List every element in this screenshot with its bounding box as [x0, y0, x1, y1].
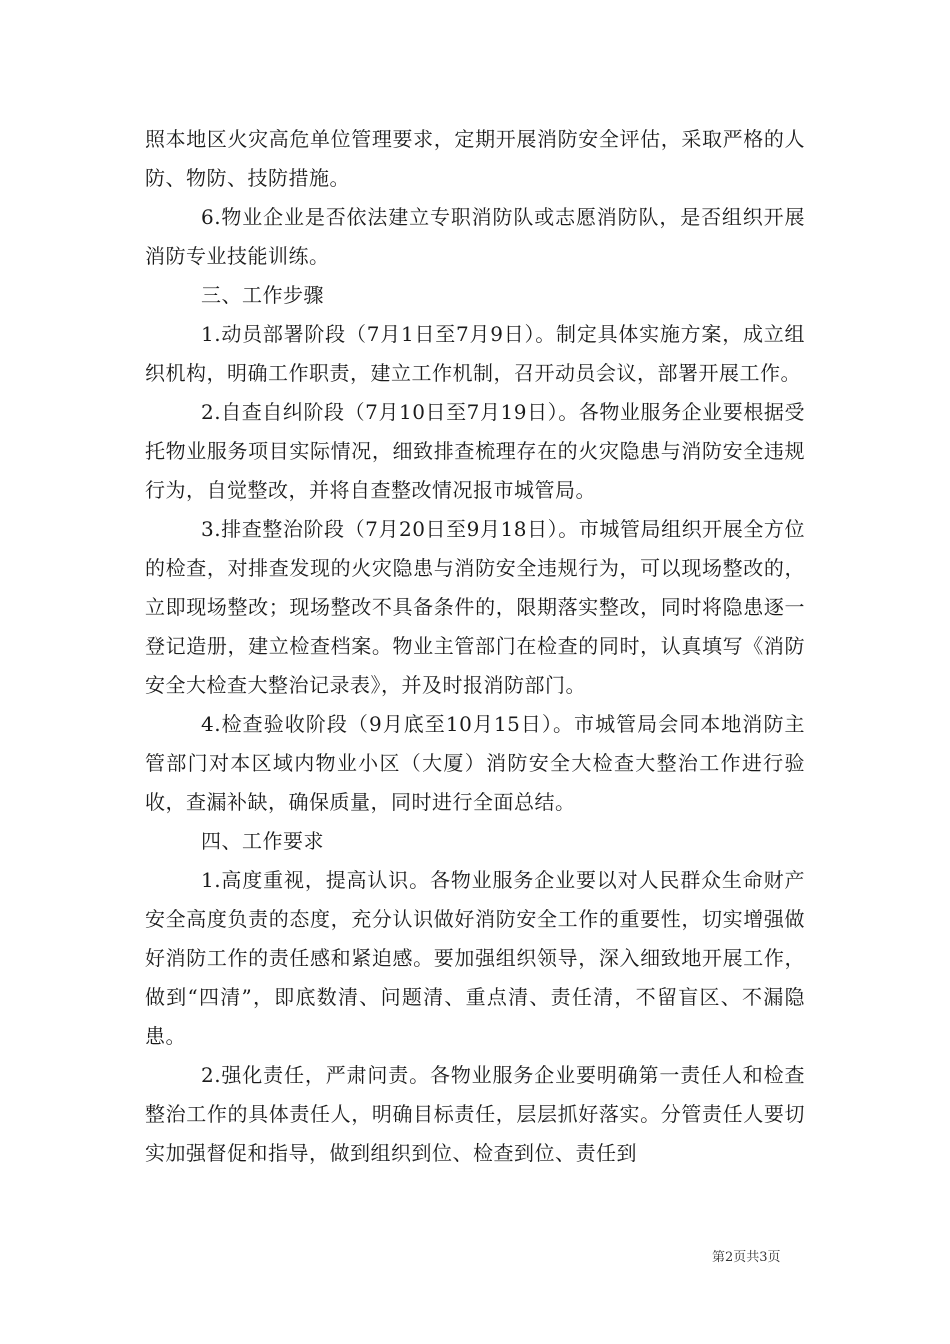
- section-heading-work-requirements: 四、工作要求: [201, 829, 324, 853]
- paragraph-step-1: 1.动员部署阶段（7月1日至7月9日）。制定具体实施方案，成立组织机构，明确工作职责，建立工作机制，召开动员会议，部署开展工作。: [145, 322, 805, 385]
- paragraph-step-2: 2.自查自纠阶段（7月10日至7月19日）。各物业服务企业要根据受托物业服务项目实际情况，细致排查梳理存在的火灾隐患与消防安全违规行为，自觉整改，并将自查整改情况报市城管局。: [145, 400, 805, 502]
- document-body: [145, 120, 805, 1173]
- paragraph-step-4: 4.检查验收阶段（9月底至10月15日）。市城管局会同本地消防主管部门对本区域内物业小区（大厦）消防安全大检查大整治工作进行验收，查漏补缺，确保质量，同时进行全面总结。: [145, 712, 805, 814]
- paragraph-step-3: 3.排查整治阶段（7月20日至9月18日）。市城管局组织开展全方位的检查，对排查发现的火灾隐患与消防安全违规行为，可以现场整改的，立即现场整改；现场整改不具备条件的，限期落实整改，同时将隐患逐一登记造册，建立检查档案。物业主管部门在检查的同时，认真填写《消防安全大检查大整治记录表》，并及时报消防部门。: [145, 517, 805, 697]
- paragraph-2: 6.物业企业是否依法建立专职消防队或志愿消防队，是否组织开展消防专业技能训练。: [145, 205, 805, 268]
- paragraph-1: 照本地区火灾高危单位管理要求，定期开展消防安全评估，采取严格的人防、物防、技防措施。: [145, 127, 805, 190]
- paragraph-requirement-1: 1.高度重视，提高认识。各物业服务企业要以对人民群众生命财产安全高度负责的态度，充分认识做好消防安全工作的重要性，切实增强做好消防工作的责任感和紧迫感。要加强组织领导，深入细致地开展工作，做到“四清”，即底数清、问题清、重点清、责任清，不留盲区、不漏隐患。: [145, 868, 805, 1048]
- section-heading-work-steps: 三、工作步骤: [201, 283, 324, 307]
- paragraph-requirement-2: 2.强化责任，严肃问责。各物业服务企业要明确第一责任人和检查整治工作的具体责任人，明确目标责任，层层抓好落实。分管责任人要切实加强督促和指导，做到组织到位、检查到位、责任到: [145, 1063, 805, 1165]
- page-number-footer: 第2页共3页: [712, 1250, 781, 1265]
